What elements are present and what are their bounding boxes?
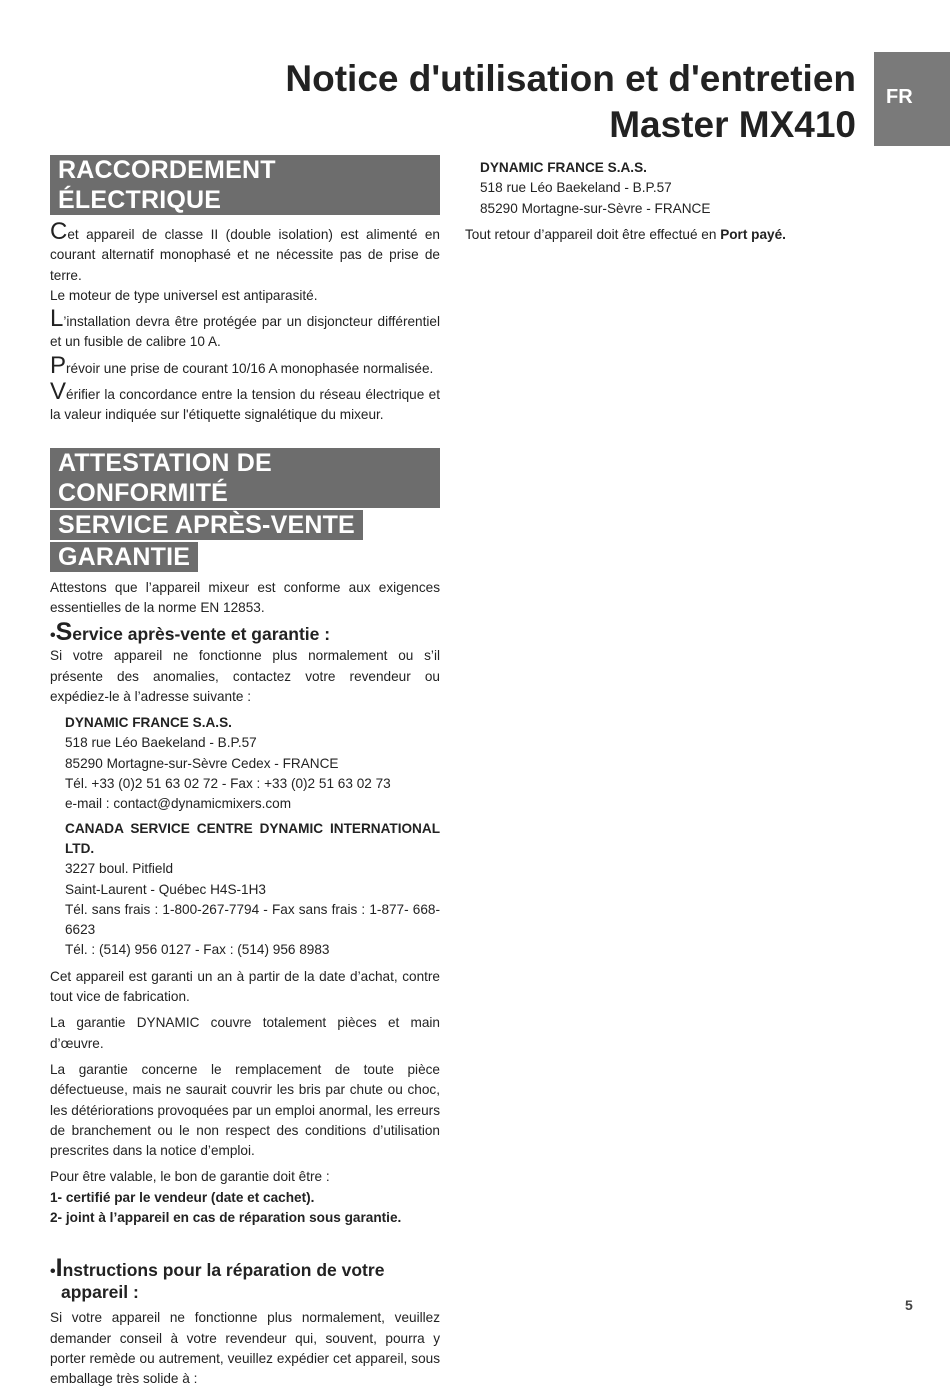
return-note: Tout retour d’appareil doit être effectué en Port payé. bbox=[465, 226, 786, 242]
sav-text: Si votre appareil ne fonctionne plus normalement ou s’il présente des anomalies, contactez votre revendeur ou expédiez-le à l’adresse suivante : bbox=[50, 648, 440, 704]
raccordement-paragraph-2: L’installation devra être protégée par un disjoncteur différentiel et un fusible de calibre 10 A. bbox=[50, 305, 440, 350]
garantie-paragraph-3: La garantie concerne le remplacement de toute pièce défectueuse, mais ne saurait couvrir les bris par chute ou choc, les détériorations provoquées par un emploi anormal, les erreurs de branchement ou le non respect des conditions d’utilisation prescrites dans la notice d’emploi. bbox=[50, 1061, 440, 1159]
return-address: DYNAMIC FRANCE S.A.S. 518 rue Léo Baekeland - B.P.57 85290 Mortagne-sur-Sèvre - FRANCE bbox=[480, 160, 711, 216]
raccordement-paragraph-1b: Le moteur de type universel est antiparasité. bbox=[50, 287, 318, 303]
subheading-sav: •Service après-vente et garantie : bbox=[50, 618, 331, 647]
title-line-1: Notice d'utilisation et d'entretien bbox=[285, 58, 856, 99]
subheading-reparation: •Instructions pour la réparation de votre bbox=[50, 1254, 385, 1283]
left-column bbox=[50, 155, 440, 1389]
language-tab: FR bbox=[874, 52, 950, 146]
address-canada: CANADA SERVICE CENTRE DYNAMIC INTERNATIONAL LTD. 3227 boul. Pitfield Saint-Laurent - Québec H4S-1H3 Tél. sans frais : 1-800-267-7794 - Fax sans frais : 1-877- 668-6623 Tél. : (514) 956 0127 - Fax : (514) 956 8983 bbox=[65, 820, 440, 958]
heading-raccordement: RACCORDEMENT ÉLECTRIQUE bbox=[50, 155, 440, 215]
page-number: 5 bbox=[905, 1297, 913, 1313]
garantie-paragraph-1: Cet appareil est garanti un an à partir de la date d’achat, contre tout vice de fabrication. bbox=[50, 968, 440, 1005]
subheading-reparation-line2: appareil : bbox=[61, 1282, 139, 1303]
dropcap: L bbox=[50, 305, 64, 333]
address-france: DYNAMIC FRANCE S.A.S. 518 rue Léo Baekeland - B.P.57 85290 Mortagne-sur-Sèvre Cedex - FRANCE Tél. +33 (0)2 51 63 02 72 - Fax : +33 (0)2 51 63 02 73 e-mail : contact@dynamicmixers.com bbox=[65, 715, 391, 812]
heading-service: SERVICE APRÈS-VENTE bbox=[50, 510, 363, 540]
right-column bbox=[465, 158, 885, 245]
garantie-paragraph-4: Pour être valable, le bon de garantie doit être : bbox=[50, 1169, 330, 1185]
bullet-icon: • bbox=[50, 1263, 56, 1281]
garantie-condition-1: 1- certifié par le vendeur (date et cachet). bbox=[50, 1189, 315, 1205]
attestation-intro: Attestons que l’appareil mixeur est conforme aux exigences essentielles de la norme EN 12853. bbox=[50, 579, 440, 615]
garantie-condition-2: 2- joint à l’appareil en cas de réparation sous garantie. bbox=[50, 1209, 402, 1225]
garantie-paragraph-2: La garantie DYNAMIC couvre totalement pièces et main d’œuvre. bbox=[50, 1015, 440, 1051]
dropcap: C bbox=[50, 218, 68, 245]
heading-garantie: GARANTIE bbox=[50, 542, 198, 572]
page-title bbox=[285, 56, 856, 148]
raccordement-paragraph-1: Cet appareil de classe II (double isolation) est alimenté en courant alternatif monophasé et ne nécessite pas de prise de terre. bbox=[50, 218, 440, 283]
reparation-text: Si votre appareil ne fonctionne plus normalement, veuillez demander conseil à votre revendeur qui, souvent, pourra y porter remède ou autrement, veuillez expédier cet appareil, sous emballage très solide à : bbox=[50, 1310, 440, 1387]
raccordement-paragraph-4: Vérifier la concordance entre la tension du réseau électrique et la valeur indiquée sur l'étiquette signalétique du mixeur. bbox=[50, 378, 440, 423]
dropcap: P bbox=[50, 351, 67, 379]
bullet-icon: • bbox=[50, 627, 56, 645]
dropcap: V bbox=[50, 378, 67, 406]
title-line-2: Master MX410 bbox=[609, 104, 856, 145]
raccordement-paragraph-3: Prévoir une prise de courant 10/16 A monophasée normalisée. bbox=[50, 351, 434, 379]
heading-attestation: ATTESTATION DE CONFORMITÉ bbox=[50, 448, 440, 508]
